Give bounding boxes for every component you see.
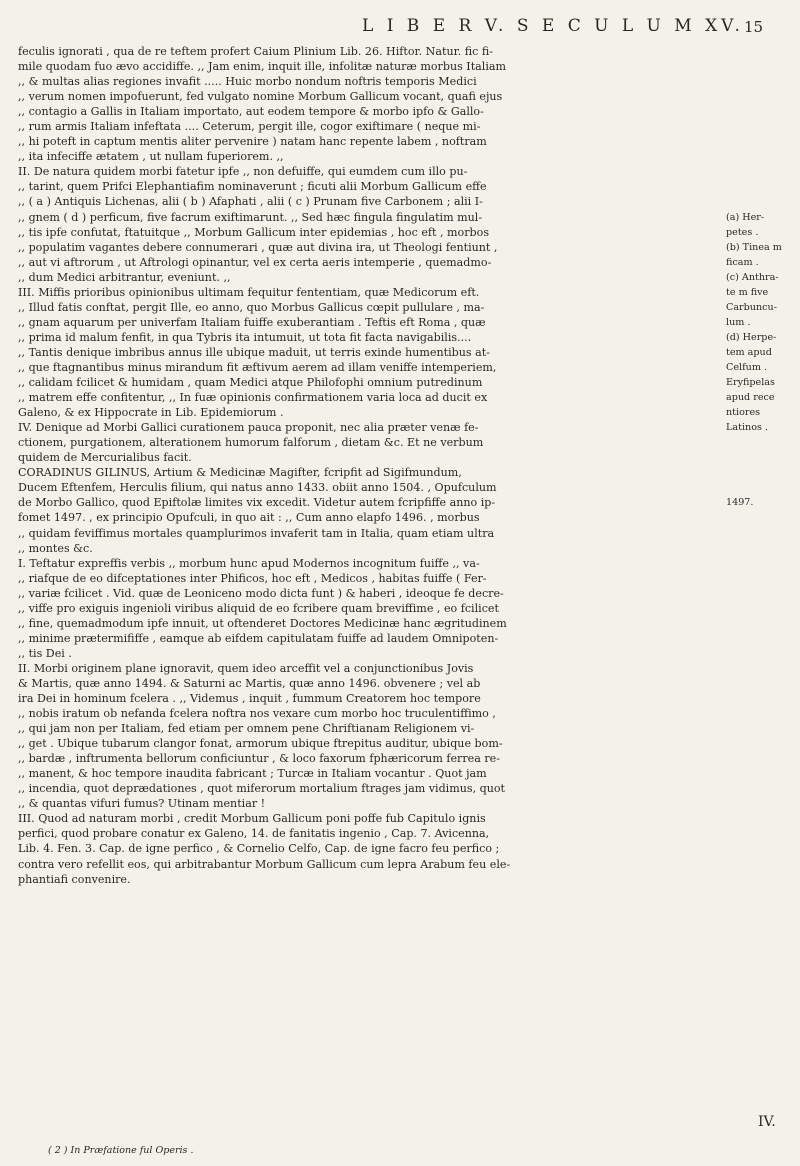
margin-note: (b) Tinea m (726, 241, 782, 253)
running-header (0, 8, 800, 42)
footnote: ( 2 ) In Præfatione ful Operis . (48, 1145, 194, 1156)
text-line: I. Teftatur expreffis verbis ,, morbum hunc apud Modernos incognitum fuiffe ,, va- (18, 556, 480, 570)
text-line: fomet 1497. , ex principio Opufculi, in quo ait : ,, Cum anno elapfo 1496. , morbus (18, 511, 480, 525)
text-line: ,, bardæ , inftrumenta bellorum conficiuntur , & loco faxorum fphæricorum ferrea re- (18, 752, 500, 766)
text-line: ,, tis Dei . (18, 646, 72, 660)
margin-note: (c) Anthra- (726, 271, 779, 283)
text-line: ,, montes &c. (18, 541, 93, 555)
text-line: de Morbo Gallico, quod Epiftolæ limites vix excedit. Videtur autem fcripfiffe anno ip- (18, 496, 496, 510)
margin-note: ntiores (726, 407, 761, 419)
text-line: ctionem, purgationem, alterationem humorum falforum , dietam &c. Et ne verbum (18, 436, 484, 450)
text-line: quidem de Mercurialibus facit. (18, 451, 192, 465)
margin-note: Eryfipelas (726, 377, 775, 389)
text-line: ,, & multas alias regiones invafit ..... Huic morbo nondum noftris temporis Medici (18, 75, 477, 89)
text-line: mile quodam fuo ævo accidiffe. ,, Jam enim, inquit ille, infolitæ naturæ morbus Italiam (18, 60, 506, 74)
margin-note: Latinos . (726, 422, 768, 434)
text-line: IV. Denique ad Morbi Gallici curationem pauca proponit, nec alia præter venæ fe- (18, 421, 479, 435)
text-line: III. Miffis prioribus opinionibus ultimam fequitur fententiam, quæ Medicorum eft. (18, 285, 480, 299)
text-line: ,, & quantas vifuri fumus? Utinam mentiar ! (18, 797, 266, 811)
page-number: 15 (744, 18, 764, 36)
text-line: ,, verum nomen impofuerunt, fed vulgato nomine Morbum Gallicum vocant, quafi ejus (18, 90, 503, 104)
main-text-column (18, 44, 718, 887)
text-line: phantiafi convenire. (18, 872, 131, 886)
text-line: ,, prima id malum fenfit, in qua Tybris ita intumuit, ut tota fit facta navigabilis.... (18, 330, 472, 344)
text-line: ,, populatim vagantes debere connumerari , quæ aut divina ira, ut Theologi fentiunt , (18, 240, 498, 254)
text-line: ,, nobis iratum ob nefanda fcelera noftra nos vexare cum morbo hoc truculentiffimo , (18, 707, 496, 721)
text-line: ,, gnam aquarum per univerfam Italiam fuiffe exuberantiam . Teftis eft Roma , quæ (18, 315, 486, 329)
running-title: L I B E R V. S E C U L U M XV. (362, 16, 744, 36)
text-line: ,, riafque de eo difceptationes inter Phificos, hoc eft , Medicos , habitas fuiffe ( Fer- (18, 571, 487, 585)
text-line: contra vero refellit eos, qui arbitrabantur Morbum Gallicum cum lepra Arabum feu ele- (18, 857, 511, 871)
text-line: ,, ( a ) Antiquis Lichenas, alii ( b ) Afaphati , alii ( c ) Prunam five Carbonem ; alii I- (18, 195, 483, 209)
text-line: Galeno, & ex Hippocrate in Lib. Epidemiorum . (18, 406, 284, 420)
text-line: ,, ita infeciffe ætatem , ut nullam fuperiorem. ,, (18, 150, 284, 164)
text-line: Ducem Eftenfem, Herculis filium, qui natus anno 1433. obiit anno 1504. , Opufculum (18, 481, 497, 495)
text-line: ,, matrem effe confitentur, ,, In fuæ opinionis confirmationem varia loca ad ducit ex (18, 391, 488, 405)
next-section-numeral: IV. (758, 1114, 776, 1130)
margin-note: ficam . (726, 256, 759, 268)
text-line: ,, variæ fcilicet . Vid. quæ de Leoniceno modo dicta funt ) & haberi , ideoque fe decre- (18, 586, 504, 600)
text-line: II. De natura quidem morbi fatetur ipfe ,, non defuiffe, qui eumdem cum illo pu- (18, 165, 468, 179)
text-line: ,, hi poteft in captum mentis aliter pervenire ) natam hanc repente labem , noftram (18, 135, 487, 149)
text-line: ,, manent, & hoc tempore inaudita fabricant ; Turcæ in Italiam vocantur . Quot jam (18, 767, 487, 781)
margin-note: te m five (726, 286, 769, 298)
margin-note: tem apud (726, 346, 772, 358)
text-line: ,, rum armis Italiam infeftata .... Ceterum, pergit ille, cogor exiftimare ( neque mi- (18, 120, 481, 134)
text-line: ,, tarint, quem Prifci Elephantiafim nominaverunt ; ficuti alii Morbum Gallicum effe (18, 180, 487, 194)
text-line: ,, get . Ubique tubarum clangor fonat, armorum ubique ftrepitus auditur, ubique bom- (18, 737, 503, 751)
margin-note: Celfum . (726, 361, 768, 373)
text-line: ,, viffe pro exiguis ingenioli viribus aliquid de eo fcribere quam breviffime , eo fcilicet (18, 601, 499, 615)
text-line: ,, Illud fatis conftat, pergit Ille, eo anno, quo Morbus Gallicus cœpit pullulare , ma- (18, 300, 485, 314)
text-line: feculis ignorati , qua de re teftem profert Caium Plinium Lib. 26. Hiftor. Natur. fic fi- (18, 45, 494, 58)
margin-note: Carbuncu- (726, 301, 777, 313)
text-line: III. Quod ad naturam morbi , credit Morbum Gallicum poni poffe fub Capitulo ignis (18, 812, 486, 826)
text-line: ,, tis ipfe confutat, ftatuitque ,, Morbum Gallicum inter epidemias , hoc eft , morbos (18, 225, 490, 239)
text-line: CORADINUS GILINUS, Artium & Medicinæ Magifter, fcripfit ad Sigifmundum, (18, 466, 462, 480)
text-line: Lib. 4. Fen. 3. Cap. de igne perfico , & Cornelio Celfo, Cap. de igne facro feu perfico ; (18, 842, 500, 856)
text-line: ,, gnem ( d ) perficum, five facrum exiftimarunt. ,, Sed hæc fingula fingulatim mul- (18, 210, 483, 224)
text-line: ,, dum Medici arbitrantur, eveniunt. ,, (18, 270, 231, 284)
text-line: ,, fine, quemadmodum ipfe innuit, ut oftenderet Doctores Medicinæ hanc ægritudinem (18, 616, 507, 630)
margin-note: petes . (726, 226, 759, 238)
text-line: ira Dei in hominum fcelera . ,, Videmus , inquit , fummum Creatorem hoc tempore (18, 692, 481, 706)
margin-note: lum . (726, 316, 751, 328)
text-line: ,, aut vi aftrorum , ut Aftrologi opinantur, vel ex certa aeris intemperie , quemadmo- (18, 255, 492, 269)
text-line: ,, contagio a Gallis in Italiam importato, aut eodem tempore & morbo ipfo & Gallo- (18, 105, 484, 119)
text-line: II. Morbi originem plane ignoravit, quem ideo arceffit vel a conjunctionibus Jovis (18, 661, 474, 675)
text-line: ,, qui jam non per Italiam, fed etiam per omnem pene Chriftianam Religionem vi- (18, 722, 475, 736)
text-line: perfici, quod probare conatur ex Galeno, 14. de fanitatis ingenio , Cap. 7. Avicenna, (18, 827, 490, 841)
text-line: ,, Tantis denique imbribus annus ille ubique maduit, ut terris exinde humentibus at- (18, 345, 490, 359)
text-line: ,, incendia, quot deprædationes , quot miferorum mortalium ftrages jam vidimus, quot (18, 782, 506, 796)
margin-note: (d) Herpe- (726, 331, 777, 343)
margin-note: apud rece (726, 392, 775, 404)
text-line: ,, que ftagnantibus minus mirandum fit æftivum aerem ad illam veniffe intemperiem, (18, 360, 497, 374)
text-line: ,, minime prætermififfe , eamque ab eifdem capitulatam fuiffe ad laudem Omnipoten- (18, 631, 499, 645)
text-line: ,, calidam fcilicet & humidam , quam Medici atque Philofophi omnium putredinum (18, 376, 483, 390)
margin-note: (a) Her- (726, 211, 765, 223)
margin-note: 1497. (726, 497, 754, 509)
margin-notes (726, 44, 798, 887)
text-line: & Martis, quæ anno 1494. & Saturni ac Martis, quæ anno 1496. obvenere ; vel ab (18, 676, 481, 690)
text-line: ,, quidam feviffimus mortales quamplurimos invaferit tam in Italia, quam etiam ultra (18, 526, 495, 540)
